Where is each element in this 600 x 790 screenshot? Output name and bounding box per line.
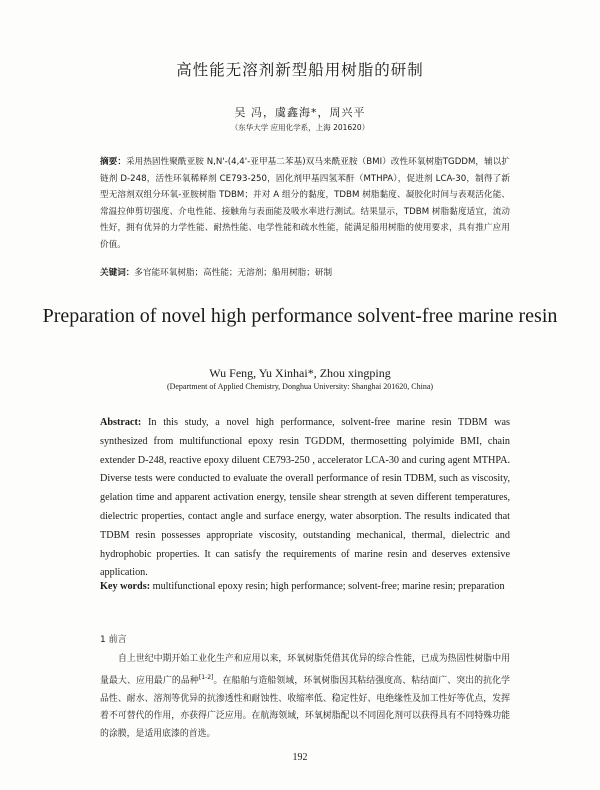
english-authors: Wu Feng, Yu Xinhai*, Zhou xingping (209, 366, 391, 380)
section-paragraph (100, 651, 510, 744)
chinese-abstract (100, 154, 510, 254)
paragraph-part-2: 。在船舶与造船领域，环氧树脂因其粘结强度高、粘结面广、突出的抗化学品性、耐水、溶剂等优异的抗渗透性和耐蚀性、收缩率低、稳定性好、电绝缘性及加工性好等优点，发挥着不可替代的作用，亦获得广泛应用。在航海领域，环氧树脂配以不同固化剂可以获得具有不同特殊功能的涂膜，是适用底漆的首选。 (100, 675, 511, 740)
chinese-keywords-label: 关键词： (100, 268, 135, 278)
chinese-affiliation: （东华大学 应用化学系，上海 201620） (230, 123, 370, 132)
english-abstract (100, 414, 510, 583)
page-number: 192 (292, 752, 308, 763)
citation: [1-2] (198, 673, 214, 681)
english-title: Preparation of novel high performance solvent-free marine resin (42, 305, 558, 327)
english-keywords (100, 577, 510, 596)
chinese-abstract-label: 摘要： (100, 157, 126, 167)
chinese-keywords-text: 多官能环氧树脂；高性能；无溶剂；船用树脂；研制 (134, 268, 333, 278)
chinese-abstract-text: 采用热固性聚酰亚胺 N,N'-(4,4'-亚甲基二苯基)双马来酰亚胺（BMI）改性环氧树脂TGDDM，辅以扩链剂 D-248，活性环氧稀释剂 CE793-250，固化剂甲基四氢苯酐（MTHPA），促进剂 LCA-30，制得了新型无溶剂双组分环氧-亚胺树脂 TDBM；并对 A 组分的黏度，TDBM 树脂黏度、凝胶化时间与表观活化能、常温拉伸剪切强度、介电性能、接触角与表面能及吸水率进行测试。结果显示，TDBM 树脂黏度适宜，流动性好，拥有优异的力学性能、耐热性能、电学性能和疏水性能，能满足船用树脂的使用要求，具有推广应用价值。 (100, 157, 510, 250)
paragraph-part-1: 自上世纪中期开始工业化生产和应用以来，环氧树脂凭借其优异的综合性能，已成为热固性树脂中用量最大、应用最广的品种 (100, 654, 510, 686)
chinese-keywords (100, 266, 510, 280)
english-abstract-label: Abstract: (100, 417, 142, 428)
english-keywords-text: multifunctional epoxy resin; high performance; solvent-free; marine resin; preparation (152, 581, 505, 592)
english-affiliation: (Department of Applied Chemistry, Donghua University: Shanghai 201620, China) (166, 382, 434, 391)
chinese-title: 高性能无溶剂新型船用树脂的研制 (176, 61, 424, 79)
english-abstract-text: In this study, a novel high performance, solvent-free marine resin TDBM was synthesized from multifunctional epoxy resin TGDDM, thermosetting polyimide BMI, chain extender D-248, reactive epoxy diluent CE793-250 , accelerator LCA-30 and curing agent MTHPA. Diverse tests were conducted to evaluate the overall performance of resin TDBM, such as viscosity, gelation time and apparent activation energy, tensile shear strength at seven different temperatures, dielectric properties, contact angle and surface energy, water absorption. The results indicated that TDBM resin possesses appropriate viscosity, outstanding mechanical, thermal, dielectric and hydrophobic properties. It can satisfy the requirements of marine resin and deserves extensive application. (100, 417, 510, 579)
chinese-authors: 吴 冯，虞鑫海*，周兴平 (234, 106, 366, 119)
section-heading: 1 前言 (100, 635, 127, 645)
english-keywords-label: Key words: (100, 581, 151, 592)
